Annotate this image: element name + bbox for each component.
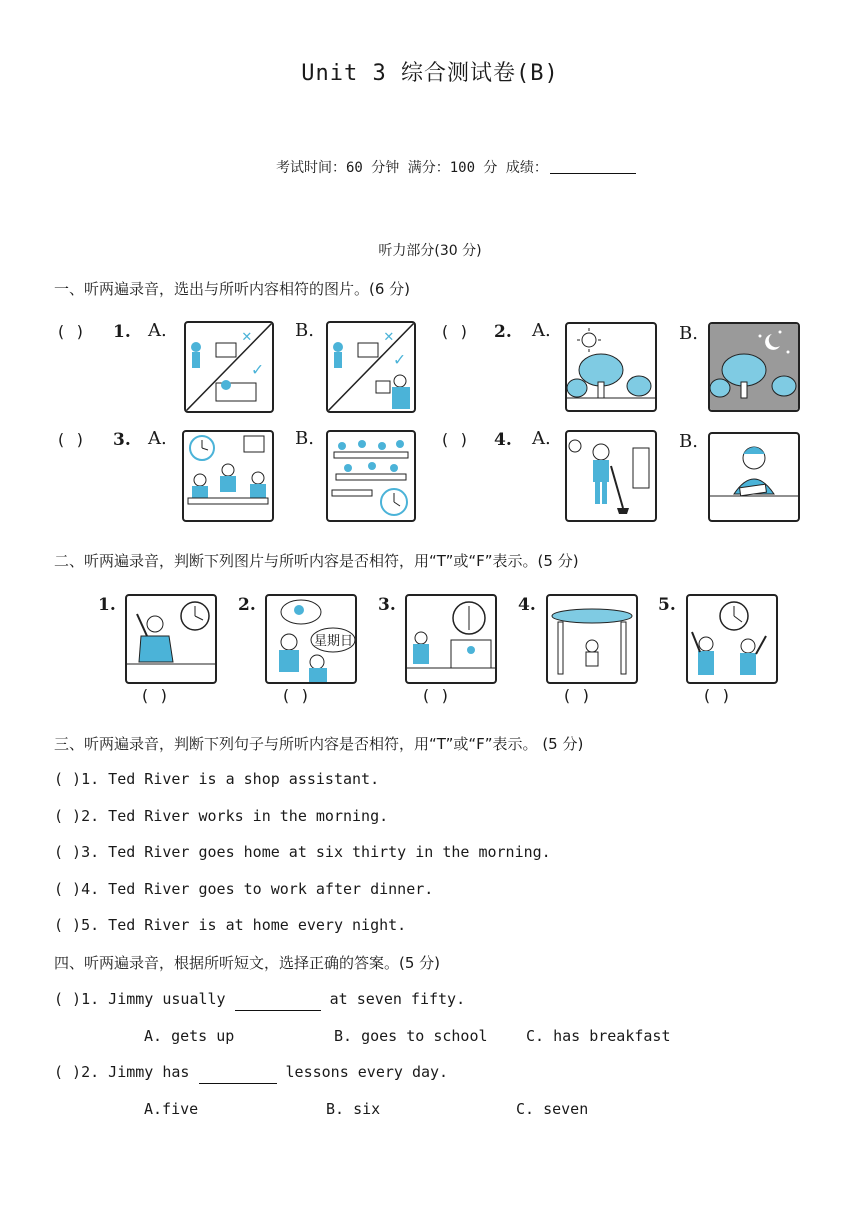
tf-question bbox=[54, 770, 379, 788]
question-number: 1. bbox=[113, 322, 131, 342]
question-text-post: lessons every day. bbox=[285, 1063, 449, 1081]
picture-p2-1-wake-up[interactable] bbox=[125, 594, 217, 684]
picture-p2-3-watch-tv[interactable] bbox=[405, 594, 497, 684]
svg-text:✕: ✕ bbox=[384, 326, 394, 345]
answer-paren[interactable]: ( ) bbox=[56, 322, 85, 341]
question-number: 3. bbox=[378, 595, 396, 615]
picture-2b-night[interactable] bbox=[708, 322, 800, 412]
answer-paren[interactable]: ( ) bbox=[54, 1063, 82, 1081]
question-text-post: at seven fifty. bbox=[329, 990, 466, 1008]
option-label: B. bbox=[679, 431, 698, 452]
picture-1a-sleeping[interactable] bbox=[184, 321, 274, 413]
option-label: B. bbox=[295, 428, 314, 449]
question-number: 2. bbox=[494, 322, 512, 342]
option-a[interactable]: A.five bbox=[144, 1100, 199, 1118]
option-label: B. bbox=[679, 323, 698, 344]
picture-3b-classroom[interactable] bbox=[326, 430, 416, 522]
answer-paren[interactable]: ( ) bbox=[56, 430, 85, 449]
answer-paren[interactable]: ( ) bbox=[440, 322, 469, 341]
score-blank[interactable] bbox=[550, 173, 636, 174]
question-number: 4. bbox=[494, 430, 512, 450]
picture-p2-4-under-table[interactable] bbox=[546, 594, 638, 684]
tf-question bbox=[54, 880, 433, 898]
answer-blank[interactable] bbox=[199, 1065, 277, 1084]
answer-paren[interactable]: ( ) bbox=[54, 990, 82, 1008]
svg-text:✕: ✕ bbox=[242, 326, 252, 345]
listening-header: 听力部分(30 分) bbox=[378, 243, 482, 259]
part4-heading: 四、听两遍录音，根据所听短文，选择正确的答案。(5 分) bbox=[54, 954, 441, 972]
tf-question bbox=[54, 843, 551, 861]
part1-heading: 一、听两遍录音，选出与所听内容相符的图片。(6 分) bbox=[54, 280, 411, 298]
exam-meta bbox=[276, 157, 636, 177]
answer-paren[interactable]: ( ) bbox=[440, 430, 469, 449]
answer-paren[interactable]: ( ) bbox=[54, 807, 82, 825]
answer-paren[interactable]: ( ) bbox=[54, 770, 82, 788]
question-text-pre: 1. Jimmy usually bbox=[81, 990, 226, 1008]
question-number: 2. bbox=[238, 595, 256, 615]
svg-text:✓: ✓ bbox=[394, 349, 405, 370]
question-text: 4. Ted River goes to work after dinner. bbox=[81, 880, 434, 898]
picture-4a-sweeping[interactable] bbox=[565, 430, 657, 522]
answer-paren[interactable]: ( ) bbox=[562, 686, 591, 705]
answer-paren[interactable]: ( ) bbox=[702, 686, 731, 705]
answer-paren[interactable]: ( ) bbox=[281, 686, 310, 705]
option-c[interactable]: C. seven bbox=[516, 1100, 589, 1118]
part2-heading: 二、听两遍录音，判断下列图片与所听内容是否相符，用“T”或“F”表示。(5 分) bbox=[54, 552, 579, 570]
option-c[interactable]: C. has breakfast bbox=[526, 1027, 671, 1045]
option-label: B. bbox=[295, 320, 314, 341]
part3-heading: 三、听两遍录音，判断下列句子与所听内容是否相符，用“T”或“F”表示。 (5 分) bbox=[54, 735, 584, 753]
option-label: A. bbox=[148, 428, 167, 449]
page-title: Unit 3 综合测试卷(B) bbox=[301, 61, 559, 86]
option-b[interactable]: B. goes to school bbox=[334, 1027, 488, 1045]
question-text: 1. Ted River is a shop assistant. bbox=[81, 770, 380, 788]
mc-question bbox=[54, 990, 465, 1011]
picture-p2-2-sunday[interactable] bbox=[265, 594, 357, 684]
svg-text:✓: ✓ bbox=[252, 359, 263, 380]
mc-question bbox=[54, 1063, 448, 1084]
option-label: A. bbox=[532, 320, 551, 341]
bubble-text: 星期日 bbox=[314, 634, 354, 649]
answer-paren[interactable]: ( ) bbox=[140, 686, 169, 705]
option-b[interactable]: B. six bbox=[326, 1100, 381, 1118]
question-text-pre: 2. Jimmy has bbox=[81, 1063, 190, 1081]
picture-2a-day[interactable] bbox=[565, 322, 657, 412]
tf-question bbox=[54, 807, 388, 825]
question-number: 5. bbox=[658, 595, 676, 615]
answer-blank[interactable] bbox=[235, 992, 321, 1011]
question-text: 3. Ted River goes home at six thirty in the morning. bbox=[81, 843, 551, 861]
answer-paren[interactable]: ( ) bbox=[421, 686, 450, 705]
picture-4b-writing[interactable] bbox=[708, 432, 800, 522]
option-a[interactable]: A. gets up bbox=[144, 1027, 235, 1045]
question-number: 1. bbox=[98, 595, 116, 615]
question-text: 5. Ted River is at home every night. bbox=[81, 916, 407, 934]
picture-3a-dinner[interactable] bbox=[182, 430, 274, 522]
answer-paren[interactable]: ( ) bbox=[54, 916, 82, 934]
picture-p2-5-greeting[interactable] bbox=[686, 594, 778, 684]
exam-meta-text: 考试时间：60 分钟 满分：100 分 成绩： bbox=[276, 160, 548, 176]
question-number: 3. bbox=[113, 430, 131, 450]
question-text: 2. Ted River works in the morning. bbox=[81, 807, 389, 825]
option-label: A. bbox=[148, 320, 167, 341]
picture-1b-tv[interactable] bbox=[326, 321, 416, 413]
answer-paren[interactable]: ( ) bbox=[54, 880, 82, 898]
option-label: A. bbox=[532, 428, 551, 449]
answer-paren[interactable]: ( ) bbox=[54, 843, 82, 861]
tf-question bbox=[54, 916, 406, 934]
question-number: 4. bbox=[518, 595, 536, 615]
